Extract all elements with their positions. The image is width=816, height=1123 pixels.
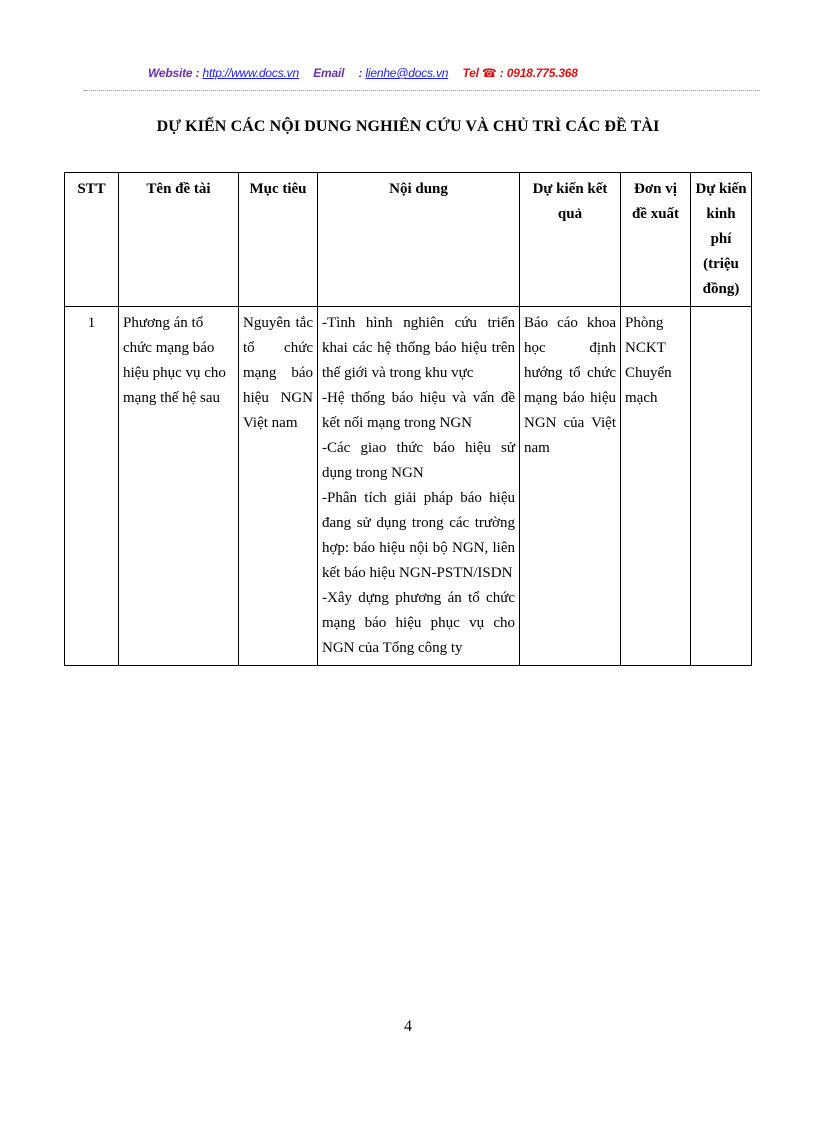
noi-dung-item: -Hệ thống báo hiệu và vấn đề kết nối mạng trong NGN <box>322 390 515 431</box>
header-contact <box>148 66 578 80</box>
noi-dung-item: -Tình hình nghiên cứu triển khai các hệ thống báo hiệu trên thế giới và trong khu vực <box>322 315 515 381</box>
header-muc-tieu: Mục tiêu <box>239 173 318 307</box>
cell-muc-tieu: Nguyên tắc tổ chức mạng báo hiệu NGN Việt nam <box>239 307 318 666</box>
tel-label: Tel ☎ : <box>462 66 504 80</box>
email-link[interactable]: lienhe@docs.vn <box>365 66 449 80</box>
page-number: 4 <box>404 1018 412 1035</box>
table-header-row <box>65 173 752 307</box>
research-table <box>64 172 752 666</box>
noi-dung-item: -Xây dựng phương án tổ chức mạng báo hiệu phục vụ cho NGN của Tổng công ty <box>322 590 515 656</box>
header-ten-de-tai: Tên đề tài <box>119 173 239 307</box>
header-stt: STT <box>65 173 119 307</box>
header-du-kien-kinh-phi: Dự kiến kinh phí (triệu đồng) <box>691 173 752 307</box>
tel-value: 0918.775.368 <box>506 66 578 80</box>
header-don-vi-de-xuat: Đơn vị đề xuất <box>621 173 691 307</box>
website-label: Website : <box>148 66 200 80</box>
page-title: DỰ KIẾN CÁC NỘI DUNG NGHIÊN CỨU VÀ CHỦ TRÌ CÁC ĐỀ TÀI <box>156 118 660 135</box>
website-link[interactable]: http://www.docs.vn <box>202 66 299 80</box>
cell-ten-de-tai: Phương án tổ chức mạng báo hiệu phục vụ cho mạng thế hệ sau <box>119 307 239 666</box>
email-label: Email <box>313 66 345 80</box>
email-separator: : <box>358 66 363 80</box>
noi-dung-item: -Các giao thức báo hiệu sử dụng trong NGN <box>322 440 515 481</box>
header-divider <box>84 90 760 91</box>
cell-stt: 1 <box>65 307 119 666</box>
cell-du-kien-kinh-phi <box>691 307 752 666</box>
header-du-kien-ket-qua: Dự kiến kết quả <box>520 173 621 307</box>
cell-don-vi-de-xuat: Phòng NCKT Chuyển mạch <box>621 307 691 666</box>
header-noi-dung: Nội dung <box>318 173 520 307</box>
noi-dung-item: -Phân tích giải pháp báo hiệu đang sử dụng trong các trường hợp: báo hiệu nội bộ NGN, liên kết báo hiệu NGN-PSTN/ISDN <box>322 490 515 581</box>
cell-noi-dung <box>318 307 520 666</box>
cell-du-kien-ket-qua: Báo cáo khoa học định hướng tổ chức mạng báo hiệu NGN của Việt nam <box>520 307 621 666</box>
table-row <box>65 307 752 666</box>
